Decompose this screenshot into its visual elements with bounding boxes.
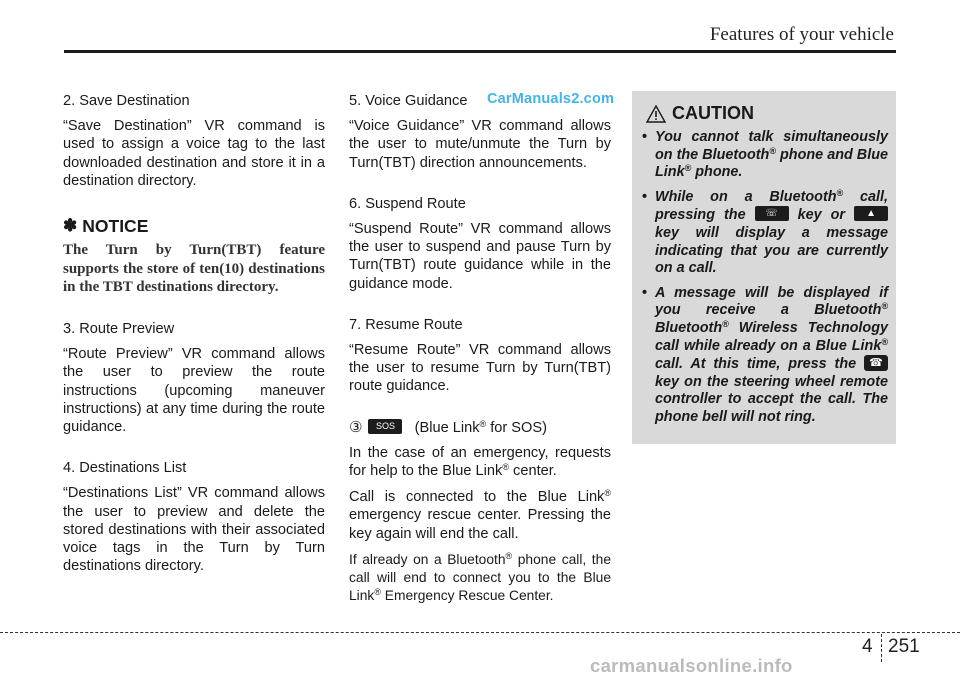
page-number-separator <box>881 634 882 662</box>
section-title-voice: 5. Voice Guidance <box>349 93 468 109</box>
section-body-resume: “Resume Route” VR command allows the user to resume Turn by Turn(TBT) route guidance. <box>349 342 611 395</box>
section-body-voice: “Voice Guidance” VR command allows the user to mute/unmute the Turn by Turn(TBT) direction announcements. <box>349 118 611 171</box>
section-title-preview: 3. Route Preview <box>63 321 175 337</box>
section-title-sos: ③ SOS (Blue Link® for SOS) <box>349 418 547 436</box>
phone-voice-key-icon: ☏ <box>755 206 789 221</box>
carmanuals-watermark: CarManuals2.com <box>487 91 615 107</box>
caution-item: • You cannot talk simultaneously on the Bluetooth® phone and Blue Link® phone. <box>642 129 888 182</box>
section-title-suspend: 6. Suspend Route <box>349 195 466 212</box>
section-title-destinations: 4. Destinations List <box>63 460 187 477</box>
section-title-save: 2. Save Destination <box>63 93 190 109</box>
section-body-preview: “Route Preview” VR command allows the user to preview the route instructions (upcoming maneuver instructions) at any time during the route guidance. <box>63 346 325 436</box>
left-column <box>63 92 325 575</box>
header-rule <box>64 50 896 53</box>
section-body-destinations: “Destinations List” VR command allows the user to preview and delete the stored destinations with their associated voice tags in the Turn by Turn destinations directory. <box>63 485 325 575</box>
blue-link-key-icon: ▲ <box>854 206 888 221</box>
item-number: ③ <box>349 418 363 436</box>
notice-heading <box>63 217 325 235</box>
sos-key-icon: SOS <box>368 419 402 434</box>
caution-heading <box>646 103 754 124</box>
page-number: 251 <box>888 636 920 657</box>
section-body-suspend: “Suspend Route” VR command allows the user to suspend and pause Turn by Turn(TBT) route guidance while in the guidance mode. <box>349 221 611 292</box>
caution-item: • A message will be displayed if you receive a Bluetooth® Bluetooth® Wireless Technology call while already on a Blue Link® call. At this time, press the ☎ key on the steering wheel remote controller to accept the call. The phone bell will not ring. <box>642 285 888 427</box>
phone-answer-key-icon: ☎ <box>864 355 888 371</box>
footer-rule <box>0 632 960 633</box>
notice-title: NOTICE <box>82 216 149 237</box>
notice-star-icon: ✽ <box>63 216 78 236</box>
caution-item: • While on a Bluetooth® call, pressing the ☏ key or ▲ key will display a message indicating that you are currently on a call. <box>642 189 888 278</box>
section-body-bluetooth: If already on a Bluetooth® phone call, the call will end to connect you to the Blue Link® Emergency Rescue Center. <box>349 550 611 604</box>
notice-body: The Turn by Turn(TBT) feature supports the store of ten(10) destinations in the TBT destinations directory. <box>63 242 325 296</box>
running-header: Features of your vehicle <box>709 24 894 45</box>
middle-column <box>349 92 611 605</box>
section-body-emergency: In the case of an emergency, requests for help to the Blue Link® center. <box>349 444 611 480</box>
caution-list <box>642 129 888 434</box>
chapter-number: 4 <box>862 636 873 657</box>
caution-box <box>632 91 896 444</box>
site-watermark: carmanualsonline.info <box>590 655 793 676</box>
section-title-resume: 7. Resume Route <box>349 316 463 333</box>
warning-triangle-icon <box>646 105 666 123</box>
caution-title: CAUTION <box>672 103 754 123</box>
section-body-save: “Save Destination” VR command is used to assign a voice tag to the last downloaded destination and store it in a destination directory. <box>63 118 325 189</box>
section-body-connected: Call is connected to the Blue Link® emergency rescue center. Pressing the key again will end the call. <box>349 488 611 542</box>
